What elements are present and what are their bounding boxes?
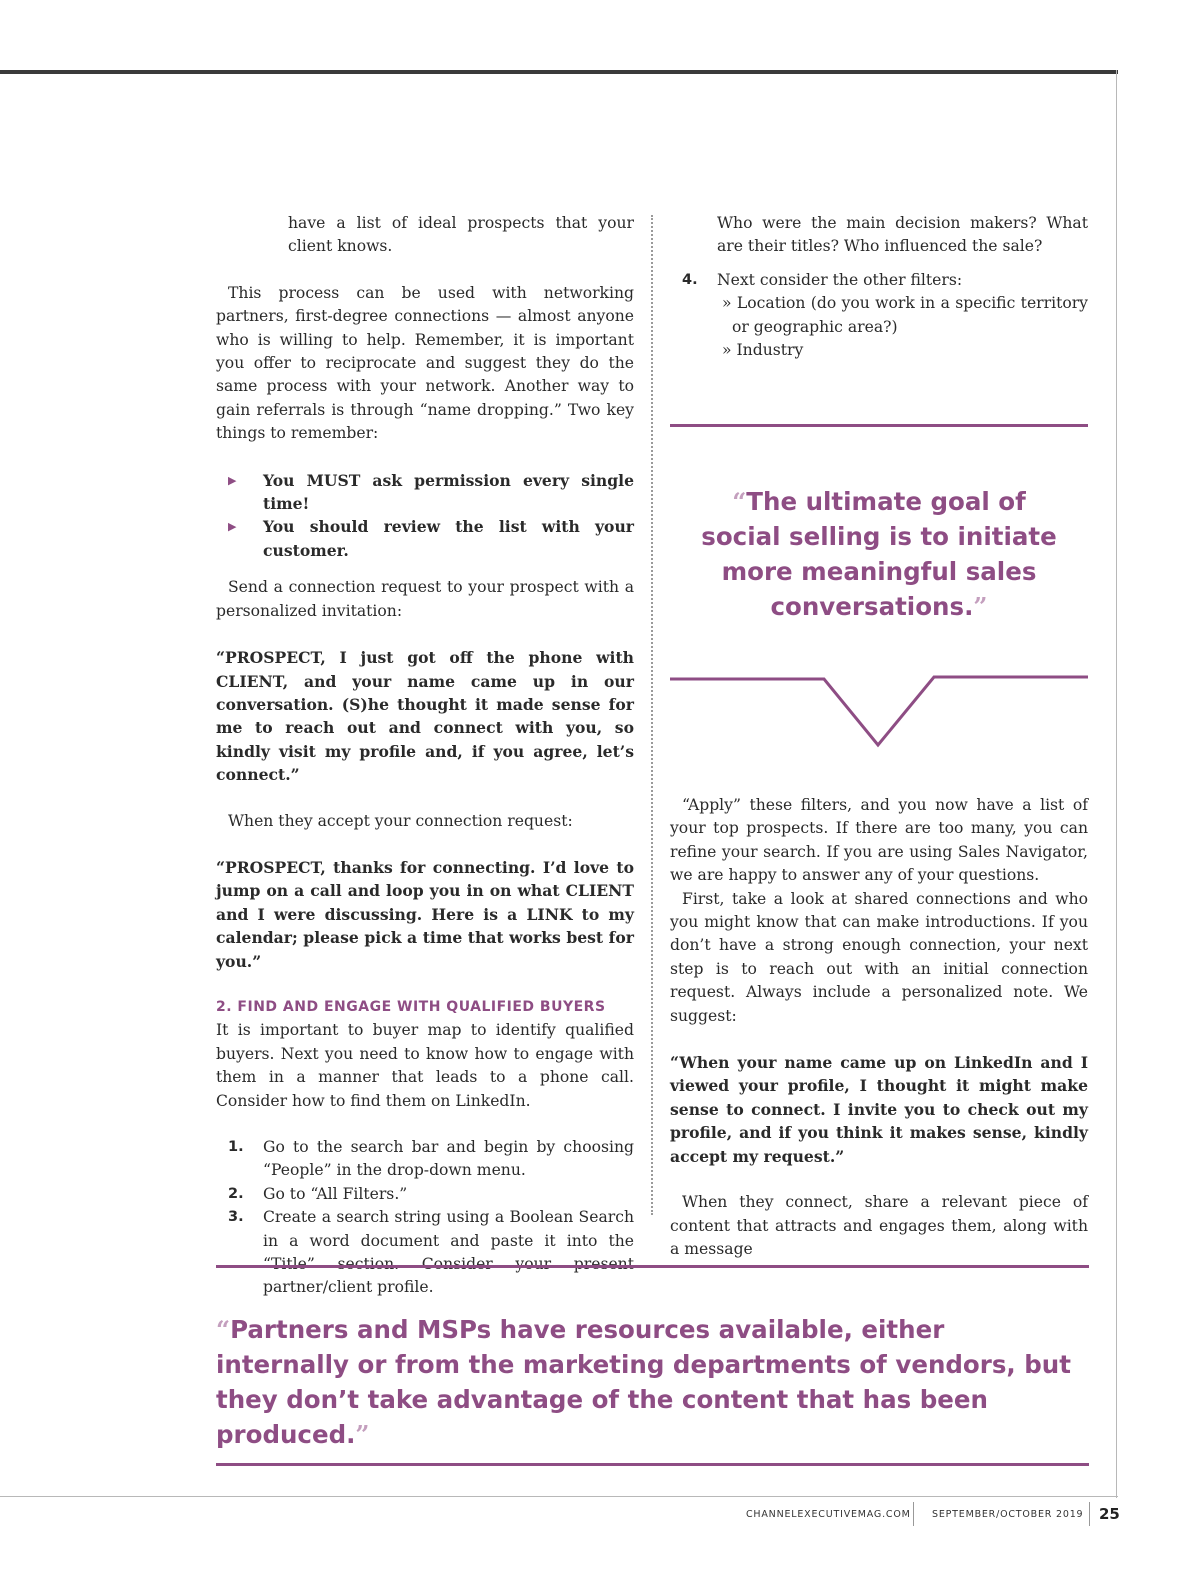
left-column — [216, 212, 634, 1300]
pull-quote: “The ultimate goal of social selling is to initiate more meaningful sales conversations.” — [701, 487, 1057, 621]
step-item: 3. Create a search string using a Boolean Search in a word document and paste it into the partner/client profile. — [228, 1208, 634, 1297]
sub-item: » Industry — [722, 341, 804, 360]
paragraph: It is important to buyer map to identify qualified buyers. Next you need to know how to engage with them in a manner that leads to a phone call. Consider how to find them on LinkedIn. — [216, 1021, 634, 1110]
footer-separator — [913, 1502, 914, 1526]
bottom-pull-quote: “Partners and MSPs have resources available, either internally or from the marketing departments of vendors, but they don’t take advantage of the content that has been produced.” — [216, 1315, 1071, 1449]
paragraph: “Apply” these filters, and you now have a list of your top prospects. If there are too many, you can refine your search. If you are using Sales Navigator, we are happy to answer any of your questions. — [670, 796, 1088, 885]
step-item: 4. Next consider the other filters: — [682, 270, 963, 289]
footer-site: CHANNELEXECUTIVEMAG.COM — [746, 1509, 911, 1520]
footer-issue: SEPTEMBER/OCTOBER 2019 — [932, 1509, 1084, 1520]
pullquote-chevron-rule — [670, 674, 1090, 750]
pullquote-top-rule — [670, 424, 1088, 427]
sub-item: » Location (do you work in a specific territory or geographic area?) — [722, 294, 1088, 336]
open-quote-mark: “ — [216, 1315, 231, 1344]
right-column-bottom — [670, 794, 1088, 1261]
step-continuation: Who were the main decision makers? What are their titles? Who influenced the sale? — [717, 214, 1088, 256]
paragraph: This process can be used with networking partners, first-degree connections — almost anyone who is willing to help. Remember, it is important you offer to reciprocate and suggest they do the same process with your network. Another way to gain referrals is through “name dropping.” Two key things to remember: — [216, 283, 634, 443]
paragraph: When they accept your connection request: — [228, 811, 573, 830]
open-quote-mark: “ — [732, 487, 747, 516]
page-number: 25 — [1099, 1505, 1120, 1523]
section-heading: 2. FIND AND ENGAGE WITH QUALIFIED BUYERS — [216, 998, 606, 1015]
follow-up-quote: “PROSPECT, thanks for connecting. I’d love to jump on a call and loop you in on what CLIENT and I were discussing. Here is a LINK to my calendar; please pick a time that works best for you.” — [216, 857, 634, 971]
close-quote-mark: ” — [355, 1420, 370, 1449]
bottom-pullquote-bottom-rule — [216, 1463, 1089, 1466]
top-rule — [0, 70, 1118, 74]
step-item: 2. Go to “All Filters.” — [228, 1184, 408, 1203]
bottom-pullquote-top-rule — [216, 1265, 1089, 1268]
step-item: 1. Go to the search bar and begin by choosing “People” in the drop-down menu. — [228, 1138, 634, 1180]
close-quote-mark: ” — [973, 592, 988, 621]
suggested-note-quote: “When your name came up on LinkedIn and I viewed your profile, I thought it might make sense to connect. I invite you to check out my profile, and if you think it makes sense, kindly accept my request.” — [670, 1053, 1088, 1166]
invitation-quote: “PROSPECT, I just got off the phone with CLIENT, and your name came up in our conversation. (S)he thought it made sense for me to reach out and connect with you, so kindly visit my profile and, if you agree, let’s connect.” — [216, 648, 634, 785]
intro-continuation: have a list of ideal prospects that your client knows. — [288, 214, 634, 256]
list-item: ▶ You should review the list with your customer. — [228, 517, 634, 560]
footer-separator — [1089, 1502, 1090, 1526]
right-margin-rule — [1116, 70, 1117, 1498]
column-divider — [651, 215, 653, 1215]
list-item: ▶ You MUST ask permission every single time! — [228, 470, 634, 514]
paragraph: First, take a look at shared connections and who you might know that can make introductions. If you don’t have a strong enough connection, your next step is to reach out with an initial connection request. Always include a personalized note. We suggest: — [670, 889, 1088, 1025]
triangle-bullet-icon: ▶ — [228, 520, 237, 534]
paragraph: When they connect, share a relevant piece of content that attracts and engages them, along with a message — [670, 1193, 1088, 1258]
triangle-bullet-icon: ▶ — [228, 473, 237, 487]
right-column-top — [670, 212, 1088, 362]
paragraph: Send a connection request to your prospect with a personalized invitation: — [216, 578, 634, 620]
footer-rule — [0, 1496, 1118, 1497]
